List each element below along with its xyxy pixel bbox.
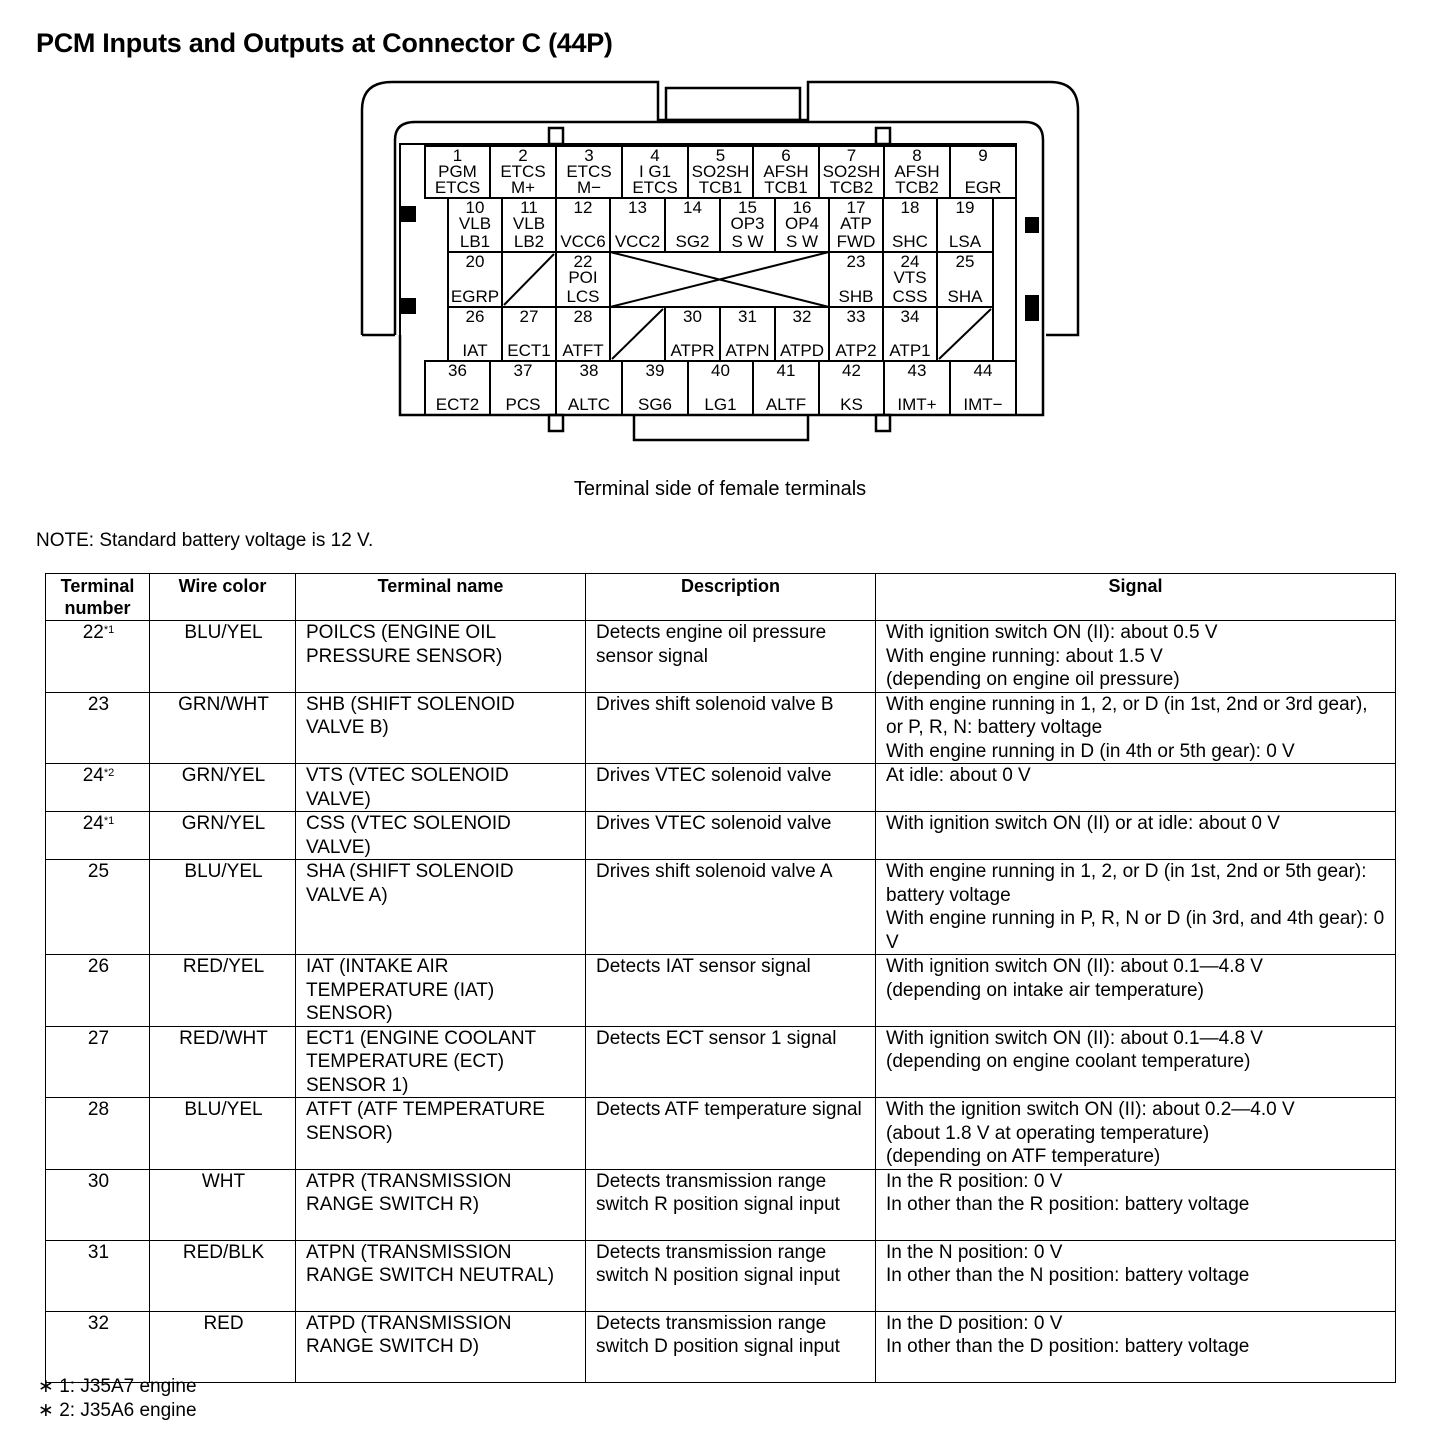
terminal-number-label: 1 [452,146,463,165]
blank-cavity-mark [939,309,991,359]
terminal-signal-label: LCS [566,287,600,306]
wire-color-cell [150,1311,296,1382]
terminal-number-label: 44 [973,361,993,380]
terminal-signal-label: OP3 [730,214,765,233]
terminal-signal-label: LSA [948,232,982,251]
terminal-signal-label: VCC6 [560,232,606,251]
table-header-row [46,574,1396,621]
terminal-number-label: 5 [715,146,726,165]
terminal-signal-label: ALTC [567,395,611,414]
wire-color-cell [150,764,296,812]
terminal-number-cell [46,692,150,764]
signal-cell-text: In the N position: 0 V In other than the N position: battery voltage [886,1241,1250,1286]
terminal-number-label: 19 [955,198,975,217]
signal-cell [876,1098,1396,1170]
terminal-signal-label: VTS [893,268,927,287]
terminal-signal-label: OP4 [784,214,820,233]
terminal-number-label: 3 [584,146,594,165]
terminal-number-label: 41 [776,361,796,380]
terminal-number-label: 11 [520,198,538,217]
signal-cell-text: With ignition switch ON (II): about 0.5 V With engine running: about 1.5 V (depending on engine oil pressure) [886,622,1218,690]
terminal-signal-label: SHB [838,287,874,306]
terminal-name-cell-text: SHA (SHIFT SOLENOID VALVE A) [306,861,514,906]
terminal-number-label: 17 [846,198,866,217]
signal-cell-text: With ignition switch ON (II) or at idle: about 0 V [886,813,1280,834]
terminal-number-cell-text: 27 [87,1027,110,1049]
table-row [46,1098,1396,1170]
header-terminal-number: Terminal number [46,574,150,621]
terminal-signal-label: ECT2 [435,395,480,414]
terminal-number-label: 20 [465,252,485,271]
description-cell [586,860,876,955]
description-cell-text: Detects transmission range switch D position signal input [596,1312,840,1357]
wire-color-cell-text: BLU/YEL [184,1099,263,1120]
footnote-1: ∗ 1: J35A7 engine [38,1376,197,1397]
terminal-signal-label: EGR [964,178,1002,197]
terminal-name-cell [296,812,586,860]
description-cell [586,955,876,1027]
terminal-signal-label: CSS [892,287,928,306]
signal-cell [876,860,1396,955]
terminal-number-label: 30 [683,307,702,326]
terminal-signal-label: AFSH [894,162,940,181]
terminal-signal-label: ATP1 [889,341,931,360]
connector-caption: Terminal side of female terminals [573,478,867,500]
wire-color-cell [150,955,296,1027]
terminal-signal-label: ATPD [779,341,825,360]
terminal-signal-label: IMT+ [897,395,937,414]
terminal-number-label: 24 [900,252,920,271]
terminal-number-cell [46,860,150,955]
terminal-name-cell [296,1169,586,1240]
signal-cell [876,1026,1396,1098]
terminal-number-label: 33 [846,307,866,326]
terminal-signal-label: ECT1 [507,341,551,360]
terminal-number-cell-text: 26 [87,956,110,977]
wire-color-cell-text: GRN/YEL [181,765,266,786]
signal-cell [876,812,1396,860]
terminal-number-label: 39 [645,361,665,380]
header-signal: Signal [876,574,1396,621]
terminal-number-label: 7 [846,146,857,165]
terminal-signal-label: TCB1 [698,178,743,197]
terminal-number-label: 9 [978,146,988,165]
terminal-number-label: 32 [792,307,812,326]
terminal-signal-label: ATPR [670,341,715,360]
terminal-signal-label: SG6 [637,395,673,414]
terminal-signal-label: ETCS [500,162,546,181]
signal-cell [876,1169,1396,1240]
terminal-number-cell [46,764,150,812]
terminal-name-cell-text: IAT (INTAKE AIR TEMPERATURE (IAT) SENSOR) [306,956,495,1024]
signal-cell [876,764,1396,812]
terminal-number-label: 28 [573,307,593,326]
description-cell-text: Drives VTEC solenoid valve [596,813,832,834]
header-terminal-name: Terminal name [296,574,586,621]
terminal-name-cell [296,1240,586,1311]
terminal-number-cell-text: 23 [87,693,110,715]
terminal-signal-label: ETCS [434,178,481,197]
description-cell-text: Detects IAT sensor signal [596,956,811,977]
terminal-signal-label: ETCS [566,162,612,181]
table-row [46,1240,1396,1311]
terminal-number-label: 18 [900,198,920,217]
terminal-number-cell [46,1098,150,1170]
footnote-2: ∗ 2: J35A6 engine [38,1400,197,1421]
wire-color-cell-text: GRN/YEL [181,813,266,834]
terminal-number-label: 25 [955,252,975,271]
wire-color-cell [150,812,296,860]
terminal-name-cell [296,692,586,764]
wire-color-cell-text: BLU/YEL [184,622,263,643]
signal-cell [876,621,1396,693]
wire-color-cell-text: RED [203,1312,244,1334]
terminal-name-cell [296,955,586,1027]
terminal-number-cell [46,621,150,693]
terminal-number-label: 12 [573,198,593,217]
terminal-number-cell-text: 25 [87,861,110,882]
wire-color-cell [150,692,296,764]
terminal-signal-label: ATFT [562,341,604,360]
terminal-number-cell-text: 32 [87,1312,110,1334]
terminal-number-label: 38 [579,361,599,380]
terminal-name-cell-text: VTS (VTEC SOLENOID VALVE) [306,765,509,810]
wire-color-cell [150,1098,296,1170]
terminal-name-cell-text: POILCS (ENGINE OIL PRESSURE SENSOR) [306,622,503,667]
description-cell-text: Detects ATF temperature signal [596,1099,862,1120]
terminal-signal-label: ATP2 [835,341,877,360]
wire-color-cell [150,1169,296,1240]
description-cell [586,812,876,860]
description-cell-text: Detects transmission range switch R position signal input [596,1170,840,1215]
terminal-signal-label: SHC [892,232,928,251]
footnote-marker: *1 [103,815,115,827]
terminal-number-label: 6 [781,146,791,165]
terminal-signal-label: TCB1 [764,178,808,197]
terminal-signal-label: SG2 [675,232,710,251]
terminal-name-cell-text: CSS (VTEC SOLENOID VALVE) [306,813,511,858]
description-cell-text: Drives shift solenoid valve B [596,693,834,715]
terminal-number-label: 26 [465,307,485,326]
terminal-signal-label: EGRP [450,287,500,306]
terminal-signal-label: ATP [840,214,872,233]
terminal-name-cell-text: ATPR (TRANSMISSION RANGE SWITCH R) [306,1170,512,1215]
terminal-name-cell-text: ATPN (TRANSMISSION RANGE SWITCH NEUTRAL) [306,1241,555,1286]
terminal-signal-label: S W [785,232,819,251]
table-row [46,812,1396,860]
signal-cell-text: With engine running in 1, 2, or D (in 1st, 2nd or 5th gear): battery voltage With engine running in P, R, N or D (in 3rd, and 4th gear): 0 V [886,861,1385,953]
wire-color-cell-text: GRN/WHT [178,693,269,715]
signal-cell [876,955,1396,1027]
terminal-signal-label: TCB2 [829,178,874,197]
terminal-signal-label: ETCS [632,178,678,197]
wire-color-cell [150,1240,296,1311]
terminal-signal-label: LB1 [459,232,491,251]
terminal-number-label: 8 [912,146,922,165]
terminal-number-label: 4 [650,146,660,165]
description-cell-text: Detects transmission range switch N position signal input [596,1241,840,1286]
wire-color-cell [150,1026,296,1098]
terminal-number-cell [46,1311,150,1382]
terminal-signal-label: S W [731,232,764,251]
terminal-number-label: 40 [711,361,730,380]
terminal-number-cell [46,1026,150,1098]
wire-color-cell [150,621,296,693]
terminal-number-cell [46,1169,150,1240]
wire-color-cell-text: RED/WHT [179,1027,268,1049]
table-row [46,1026,1396,1098]
table-row [46,860,1396,955]
terminal-signal-label: PCS [505,395,541,414]
signal-cell [876,692,1396,764]
terminal-table [45,573,1396,1383]
terminal-name-cell [296,1098,586,1170]
terminal-name-cell-text: ATPD (TRANSMISSION RANGE SWITCH D) [306,1312,512,1357]
table-row [46,955,1396,1027]
terminal-signal-label: M+ [510,178,536,197]
terminal-number-label: 42 [842,361,861,380]
terminal-signal-label: IAT [462,341,488,360]
terminal-number-label: 2 [518,146,528,165]
terminal-number-label: 27 [519,307,539,326]
terminal-number-label: 37 [513,361,533,380]
signal-cell [876,1240,1396,1311]
table-row [46,1311,1396,1382]
terminal-name-cell-text: ECT1 (ENGINE COOLANT TEMPERATURE (ECT) SENSOR 1) [306,1027,536,1096]
terminal-signal-label: SO2SH [691,162,750,181]
terminal-number-label: 10 [465,198,485,217]
terminal-number-label: 15 [738,198,757,217]
terminal-name-cell-text: ATFT (ATF TEMPERATURE SENSOR) [306,1099,545,1144]
footnotes [38,1375,197,1423]
footnote-marker: *1 [103,624,115,636]
terminal-number-cell [46,1240,150,1311]
terminal-signal-label: POI [568,268,598,287]
wire-color-cell-text: BLU/YEL [184,861,263,882]
description-cell [586,764,876,812]
terminal-number-label: 16 [792,198,812,217]
terminal-signal-label: TCB2 [895,178,939,197]
signal-cell-text: With engine running in 1, 2, or D (in 1st, 2nd or 3rd gear), or P, R, N: battery voltage With engine running in D (in 4th or 5th gear): 0 V [886,693,1368,762]
signal-cell [876,1311,1396,1382]
description-cell [586,1098,876,1170]
terminal-signal-label: SHA [947,287,983,306]
description-cell [586,1311,876,1382]
terminal-name-cell [296,860,586,955]
terminal-signal-label: FWD [836,232,876,251]
signal-cell-text: In the R position: 0 V In other than the R position: battery voltage [886,1170,1250,1215]
signal-cell-text: In the D position: 0 V In other than the D position: battery voltage [886,1312,1250,1357]
terminal-name-cell [296,621,586,693]
terminal-signal-label: VLB [458,214,492,233]
terminal-number-label: 13 [628,198,647,217]
terminal-signal-label: SO2SH [822,162,881,181]
terminal-signal-label: LB2 [513,232,545,251]
description-cell [586,621,876,693]
wire-color-cell-text: RED/YEL [182,956,265,977]
terminal-number-cell-text: 24 [82,765,104,786]
terminal-name-cell [296,764,586,812]
terminal-signal-label: VCC2 [614,232,661,251]
terminal-name-cell [296,1026,586,1098]
terminal-signal-label: IMT− [963,395,1003,414]
signal-cell-text: With ignition switch ON (II): about 0.1—4.8 V (depending on intake air temperature) [886,956,1263,1001]
description-cell-text: Detects engine oil pressure sensor signal [596,622,827,667]
terminal-number-cell [46,955,150,1027]
description-cell [586,692,876,764]
header-wire-color: Wire color [150,574,296,621]
terminal-number-label: 31 [738,307,757,326]
terminal-number-label: 22 [573,252,593,271]
wire-color-cell-text: WHT [201,1170,246,1192]
terminal-signal-label: KS [840,395,863,414]
description-cell-text: Drives VTEC solenoid valve [596,765,832,786]
table-row [46,764,1396,812]
terminal-signal-label: PGM [438,162,477,181]
wire-color-cell-text: RED/BLK [182,1241,265,1263]
table-row [46,621,1396,693]
terminal-number-label: 23 [846,252,866,271]
terminal-name-cell [296,1311,586,1382]
page-title: PCM Inputs and Outputs at Connector C (44P) [36,28,613,58]
signal-cell-text: At idle: about 0 V [886,765,1031,786]
description-cell [586,1026,876,1098]
terminal-number-cell-text: 30 [87,1170,110,1192]
header-description: Description [586,574,876,621]
table-row [46,692,1396,764]
terminal-signal-label: M− [576,178,602,197]
connector-diagram [0,0,1440,470]
blank-cavity-mark [612,309,663,359]
terminal-number-label: 34 [900,307,920,326]
terminal-signal-label: ATPN [725,341,770,360]
description-cell-text: Drives shift solenoid valve A [596,861,833,882]
terminal-number-cell [46,812,150,860]
terminal-number-label: 43 [907,361,927,380]
terminal-signal-label: AFSH [763,162,809,181]
terminal-number-cell-text: 22 [82,622,104,643]
terminal-number-label: 36 [448,361,467,380]
signal-cell-text: With ignition switch ON (II): about 0.1—4.8 V (depending on engine coolant temperature) [886,1027,1263,1072]
signal-cell-text: With the ignition switch ON (II): about 0.2—4.0 V (about 1.8 V at operating temperature) (depending on ATF temperature) [886,1099,1295,1167]
description-cell-text: Detects ECT sensor 1 signal [596,1027,837,1049]
terminal-number-cell-text: 24 [82,813,104,834]
footnote-marker: *2 [103,767,115,779]
wire-color-cell [150,860,296,955]
battery-note: NOTE: Standard battery voltage is 12 V. [36,530,374,551]
terminal-name-cell-text: SHB (SHIFT SOLENOID VALVE B) [306,693,515,738]
terminal-number-cell-text: 31 [87,1241,110,1263]
blank-cavity-mark [504,254,554,305]
terminal-signal-label: VLB [512,214,546,233]
terminal-number-label: 14 [683,198,702,217]
description-cell [586,1240,876,1311]
terminal-signal-label: ALTF [765,395,807,414]
terminal-number-cell-text: 28 [87,1099,110,1120]
description-cell [586,1169,876,1240]
terminal-signal-label: LG1 [704,395,737,414]
terminal-signal-label: I G1 [638,162,672,181]
table-row [46,1169,1396,1240]
